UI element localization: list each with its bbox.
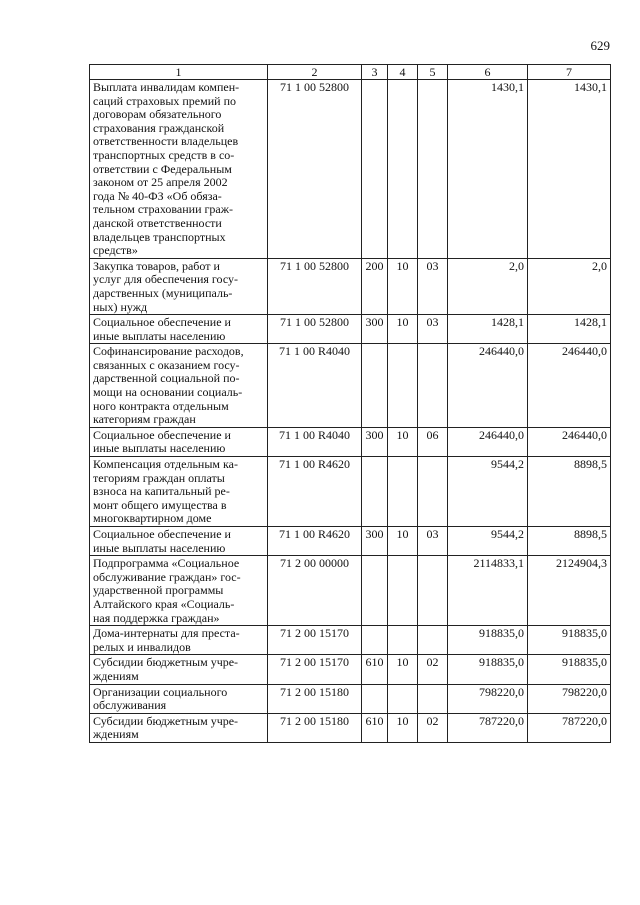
row-code: 71 2 00 15180	[268, 684, 362, 713]
row-section	[388, 457, 418, 527]
row-section	[388, 344, 418, 428]
row-subsection: 03	[418, 315, 448, 344]
row-code: 71 2 00 15180	[268, 713, 362, 742]
row-section	[388, 556, 418, 626]
column-header: 1	[90, 65, 268, 80]
row-subsection: 02	[418, 655, 448, 684]
row-amount-col6: 1430,1	[448, 80, 528, 259]
row-code: 71 2 00 15170	[268, 655, 362, 684]
row-code: 71 1 00 R4040	[268, 344, 362, 428]
row-amount-col7: 787220,0	[528, 713, 611, 742]
row-expense-type: 300	[362, 527, 388, 556]
row-amount-col6: 246440,0	[448, 344, 528, 428]
row-section: 10	[388, 427, 418, 456]
row-amount-col6: 9544,2	[448, 457, 528, 527]
row-name-cell	[90, 684, 268, 713]
row-amount-col7: 1428,1	[528, 315, 611, 344]
table-row	[90, 80, 611, 259]
row-name-cell	[90, 655, 268, 684]
row-subsection	[418, 556, 448, 626]
table-row	[90, 427, 611, 456]
row-subsection	[418, 684, 448, 713]
table-row	[90, 626, 611, 655]
column-header: 7	[528, 65, 611, 80]
row-amount-col6: 2,0	[448, 258, 528, 314]
row-code: 71 1 00 52800	[268, 258, 362, 314]
row-amount-col6: 798220,0	[448, 684, 528, 713]
row-expense-type	[362, 344, 388, 428]
row-amount-col6: 918835,0	[448, 655, 528, 684]
row-code: 71 1 00 R4040	[268, 427, 362, 456]
row-name: Подпрограмма «Социальное обслуживание граждан» гос- ударственной программы Алтайского края «Социаль- ная поддержка граждан»	[93, 556, 241, 625]
row-subsection	[418, 457, 448, 527]
row-name-cell	[90, 427, 268, 456]
row-amount-col7: 8898,5	[528, 527, 611, 556]
table-row	[90, 527, 611, 556]
table-row	[90, 315, 611, 344]
row-code: 71 1 00 R4620	[268, 457, 362, 527]
row-subsection: 06	[418, 427, 448, 456]
row-expense-type	[362, 684, 388, 713]
row-name: Социальное обеспечение и иные выплаты населению	[93, 527, 231, 555]
row-expense-type	[362, 556, 388, 626]
table-header-row	[90, 65, 611, 80]
table-row	[90, 655, 611, 684]
row-amount-col7: 246440,0	[528, 344, 611, 428]
table-body	[90, 80, 611, 743]
row-amount-col6: 1428,1	[448, 315, 528, 344]
row-expense-type: 610	[362, 655, 388, 684]
row-name: Организации социального обслуживания	[93, 684, 228, 713]
row-amount-col7: 2124904,3	[528, 556, 611, 626]
row-amount-col6: 2114833,1	[448, 556, 528, 626]
row-name-cell	[90, 315, 268, 344]
row-amount-col7: 1430,1	[528, 80, 611, 259]
row-name-cell	[90, 626, 268, 655]
row-amount-col7: 246440,0	[528, 427, 611, 456]
row-name: Компенсация отдельным ка- тегориям граждан оплаты взноса на капитальный ре- монт общего имущества в многоквартирном доме	[93, 457, 238, 526]
budget-table	[89, 64, 611, 743]
table-row	[90, 258, 611, 314]
row-amount-col7: 798220,0	[528, 684, 611, 713]
row-name: Субсидии бюджетным учре- ждениям	[93, 655, 239, 683]
row-name: Субсидии бюджетным учре- ждениям	[93, 713, 239, 742]
row-section	[388, 80, 418, 259]
row-section: 10	[388, 527, 418, 556]
table-row	[90, 457, 611, 527]
row-name: Социальное обеспечение и иные выплаты населению	[93, 427, 231, 456]
row-expense-type: 300	[362, 315, 388, 344]
column-header: 4	[388, 65, 418, 80]
table-row	[90, 684, 611, 713]
row-name-cell	[90, 258, 268, 314]
row-expense-type	[362, 80, 388, 259]
row-amount-col6: 246440,0	[448, 427, 528, 456]
row-name-cell	[90, 457, 268, 527]
row-name: Закупка товаров, работ и услуг для обеспечения госу- дарственных (муниципаль- ных) нужд	[93, 258, 239, 314]
row-expense-type: 300	[362, 427, 388, 456]
row-subsection	[418, 80, 448, 259]
row-subsection: 03	[418, 527, 448, 556]
row-expense-type: 200	[362, 258, 388, 314]
row-name-cell	[90, 80, 268, 259]
row-amount-col7: 918835,0	[528, 655, 611, 684]
row-section	[388, 684, 418, 713]
row-section: 10	[388, 655, 418, 684]
column-header: 2	[268, 65, 362, 80]
row-code: 71 1 00 52800	[268, 80, 362, 259]
column-header: 5	[418, 65, 448, 80]
row-expense-type: 610	[362, 713, 388, 742]
row-section	[388, 626, 418, 655]
table-row	[90, 556, 611, 626]
row-section: 10	[388, 258, 418, 314]
row-name-cell	[90, 344, 268, 428]
row-name-cell	[90, 527, 268, 556]
row-name-cell	[90, 713, 268, 742]
row-amount-col7: 8898,5	[528, 457, 611, 527]
row-section: 10	[388, 713, 418, 742]
row-amount-col6: 787220,0	[448, 713, 528, 742]
row-expense-type	[362, 457, 388, 527]
column-header: 6	[448, 65, 528, 80]
row-code: 71 2 00 15170	[268, 626, 362, 655]
table-row	[90, 344, 611, 428]
row-name-cell	[90, 556, 268, 626]
row-name: Социальное обеспечение и иные выплаты населению	[93, 315, 231, 343]
row-subsection	[418, 344, 448, 428]
row-amount-col7: 918835,0	[528, 626, 611, 655]
row-subsection: 02	[418, 713, 448, 742]
row-expense-type	[362, 626, 388, 655]
table-row	[90, 713, 611, 742]
row-amount-col6: 918835,0	[448, 626, 528, 655]
row-code: 71 1 00 R4620	[268, 527, 362, 556]
row-name: Выплата инвалидам компен- саций страховых премий по договорам обязательного страхования гражданской ответственности владельцев транспортных средств в со- ответствии с Федеральным законом от 25 апреля 2002 года № 40-ФЗ «Об обяза- тельном страховании граж- данской ответственности владельцев транспортных средств»	[93, 80, 240, 258]
page-number: 629	[590, 38, 610, 53]
row-amount-col6: 9544,2	[448, 527, 528, 556]
row-name: Дома-интернаты для преста- релых и инвалидов	[93, 626, 240, 654]
row-code: 71 1 00 52800	[268, 315, 362, 344]
row-subsection	[418, 626, 448, 655]
row-name: Софинансирование расходов, связанных с оказанием госу- дарственной социальной по- мощи на основании социаль- ного контракта отдельным категориям граждан	[93, 344, 244, 427]
row-amount-col7: 2,0	[528, 258, 611, 314]
row-code: 71 2 00 00000	[268, 556, 362, 626]
row-section: 10	[388, 315, 418, 344]
column-header: 3	[362, 65, 388, 80]
row-subsection: 03	[418, 258, 448, 314]
